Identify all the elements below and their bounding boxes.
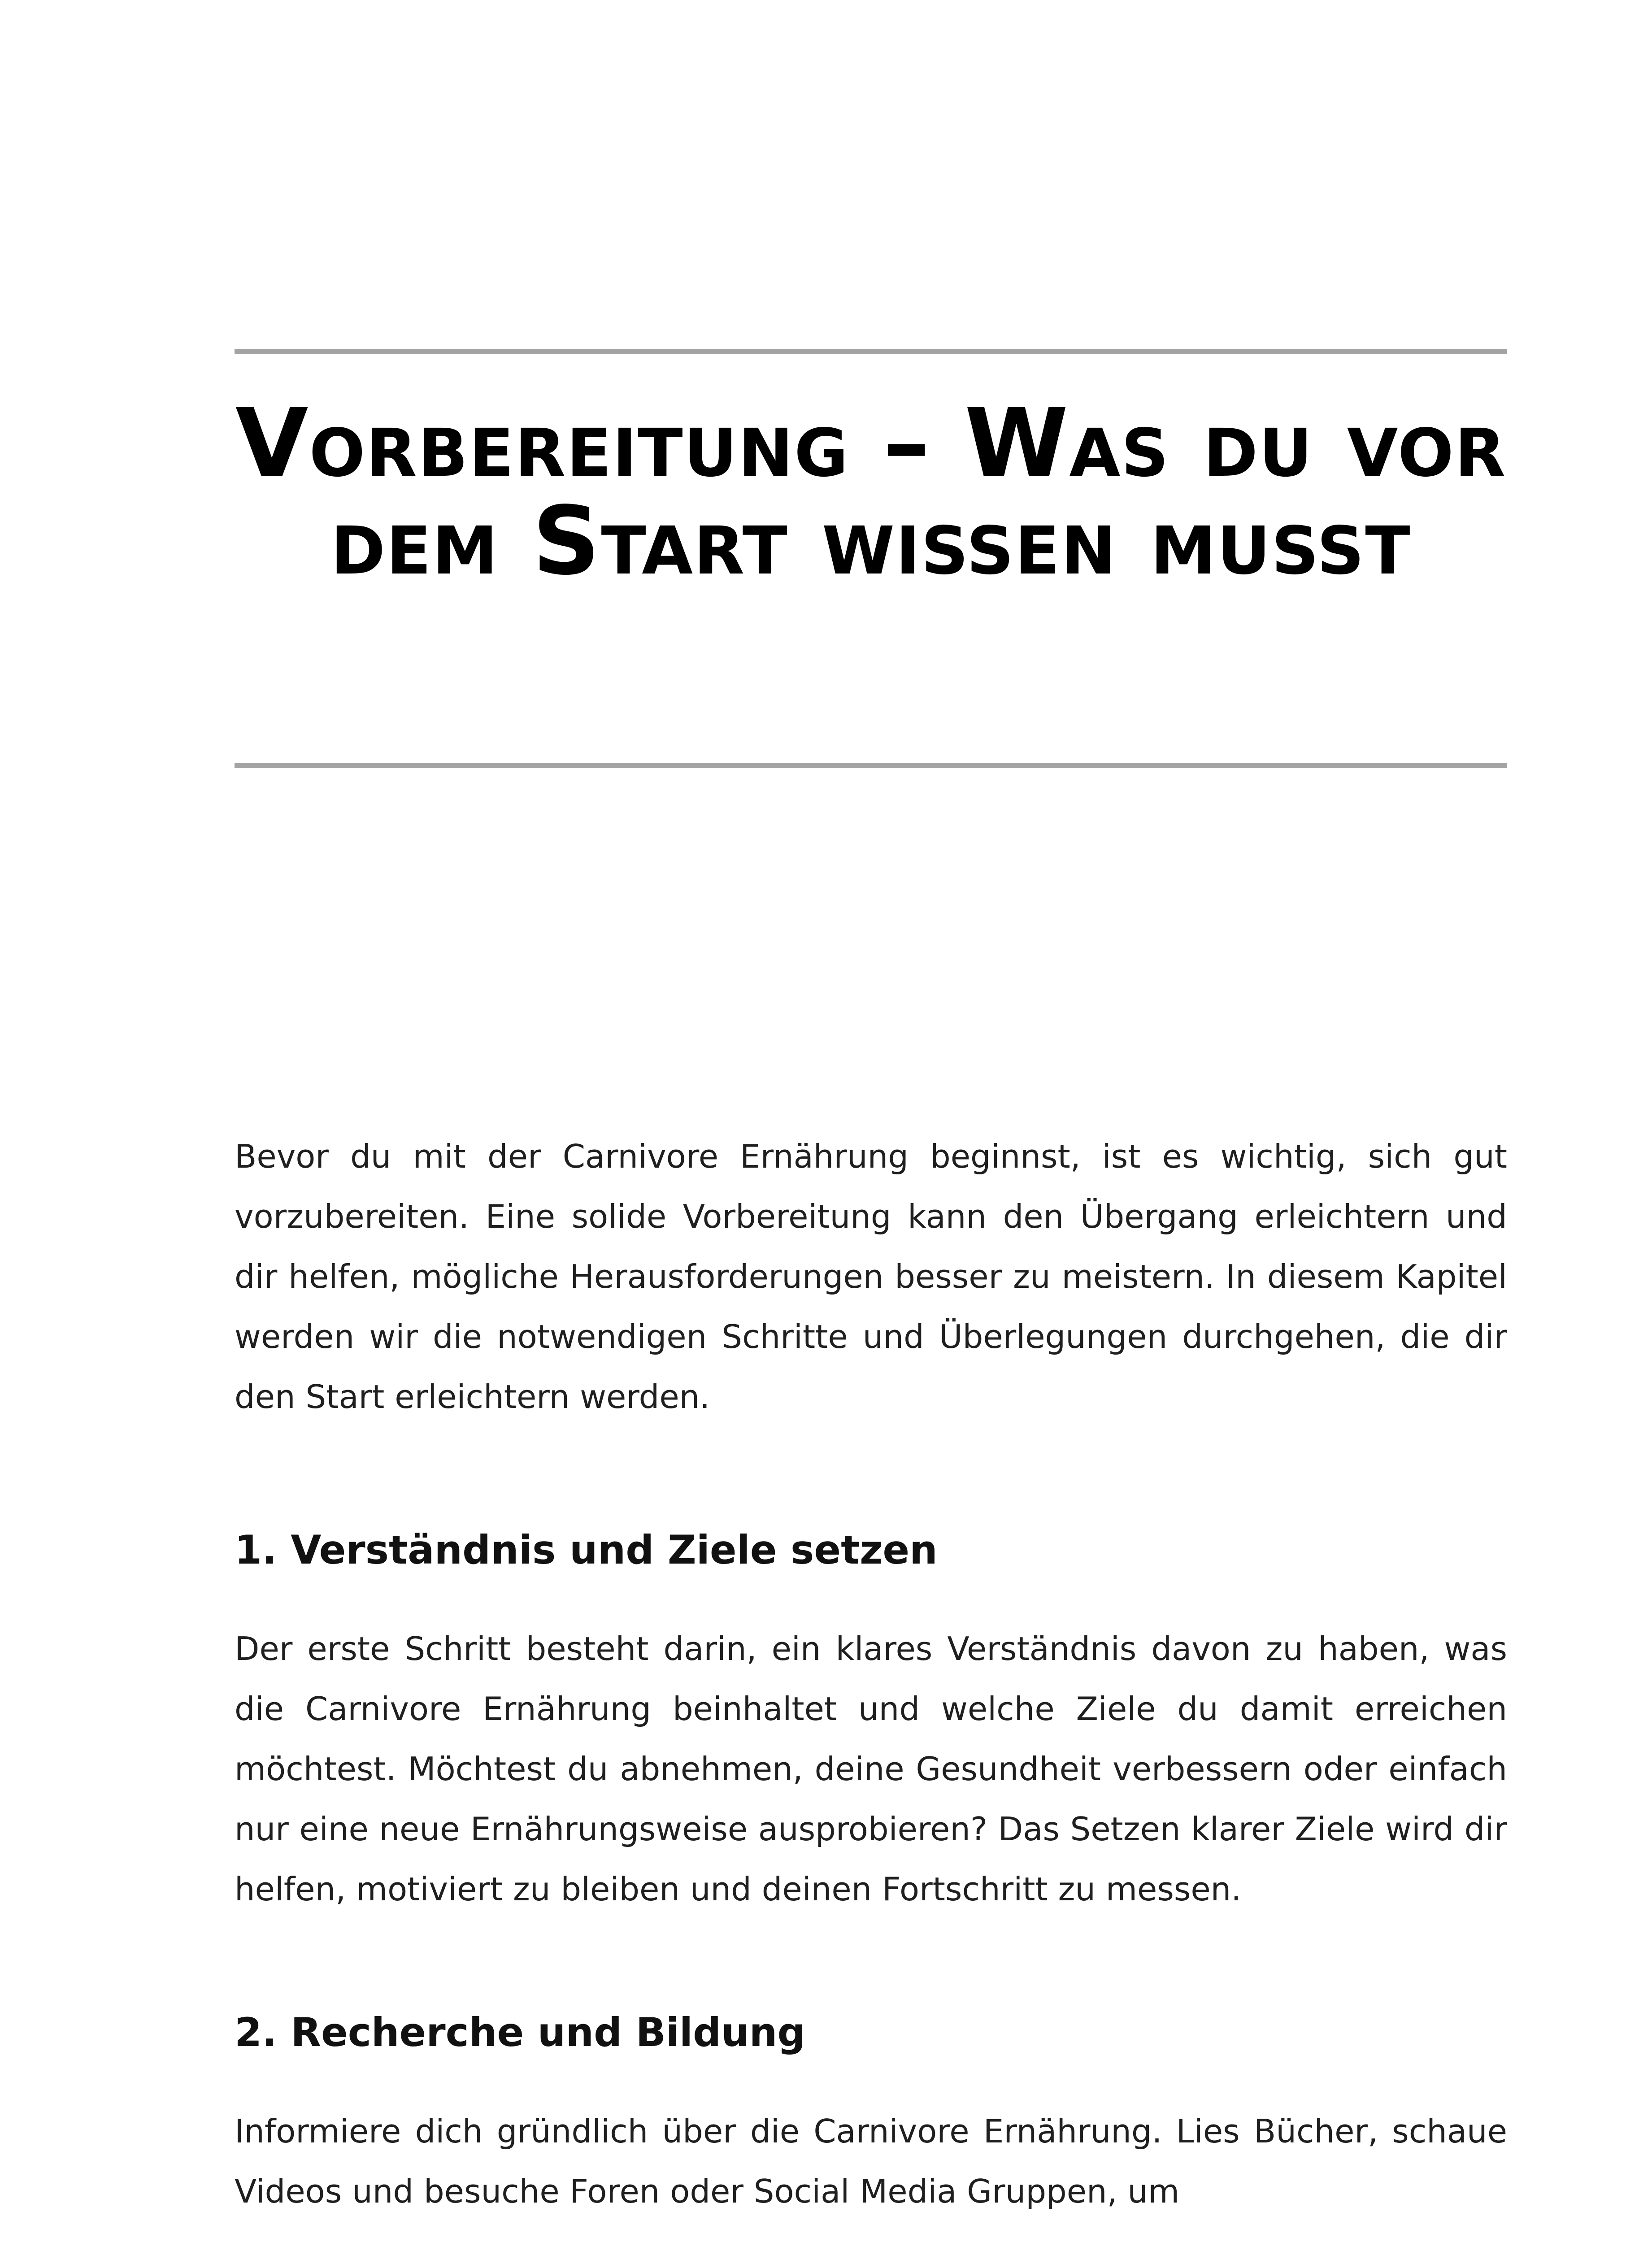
intro-paragraph: Bevor du mit der Carnivore Ernährung beginnst, ist es wichtig, sich gut vorzubereiten. Eine solide Vorbereitung kann den Übergang erleichtern und dir helfen, mögliche Herausforderungen besser zu meistern. In diesem Kapitel werden wir die notwendigen Schritte und Überlegungen durchgehen, die dir den Start erleichtern werden. [235, 1138, 1507, 1416]
chapter-title: Vorbereitung – Was du vor dem Start wissen musst [235, 388, 1507, 596]
section-heading-2: 2. Recherche und Bildung [235, 2009, 806, 2055]
page-body [235, 1126, 1507, 2221]
title-top-rule [235, 349, 1507, 354]
section-paragraph-1: Der erste Schritt besteht darin, ein klares Verständnis davon zu haben, was die Carnivore Ernährung beinhaltet und welche Ziele du damit erreichen möchtest. Möchtest du abnehmen, deine Gesundheit verbessern oder einfach nur eine neue Ernährungsweise ausprobieren? Das Setzen klarer Ziele wird dir helfen, motiviert zu bleiben und deinen Fortschritt zu messen. [235, 1630, 1507, 1908]
section-heading-1: 1. Verständnis und Ziele setzen [235, 1527, 938, 1573]
section-paragraph-2: Informiere dich gründlich über die Carnivore Ernährung. Lies Bücher, schaue Videos und besuche Foren oder Social Media Gruppen, um [235, 2112, 1507, 2210]
title-bottom-rule [235, 763, 1507, 768]
